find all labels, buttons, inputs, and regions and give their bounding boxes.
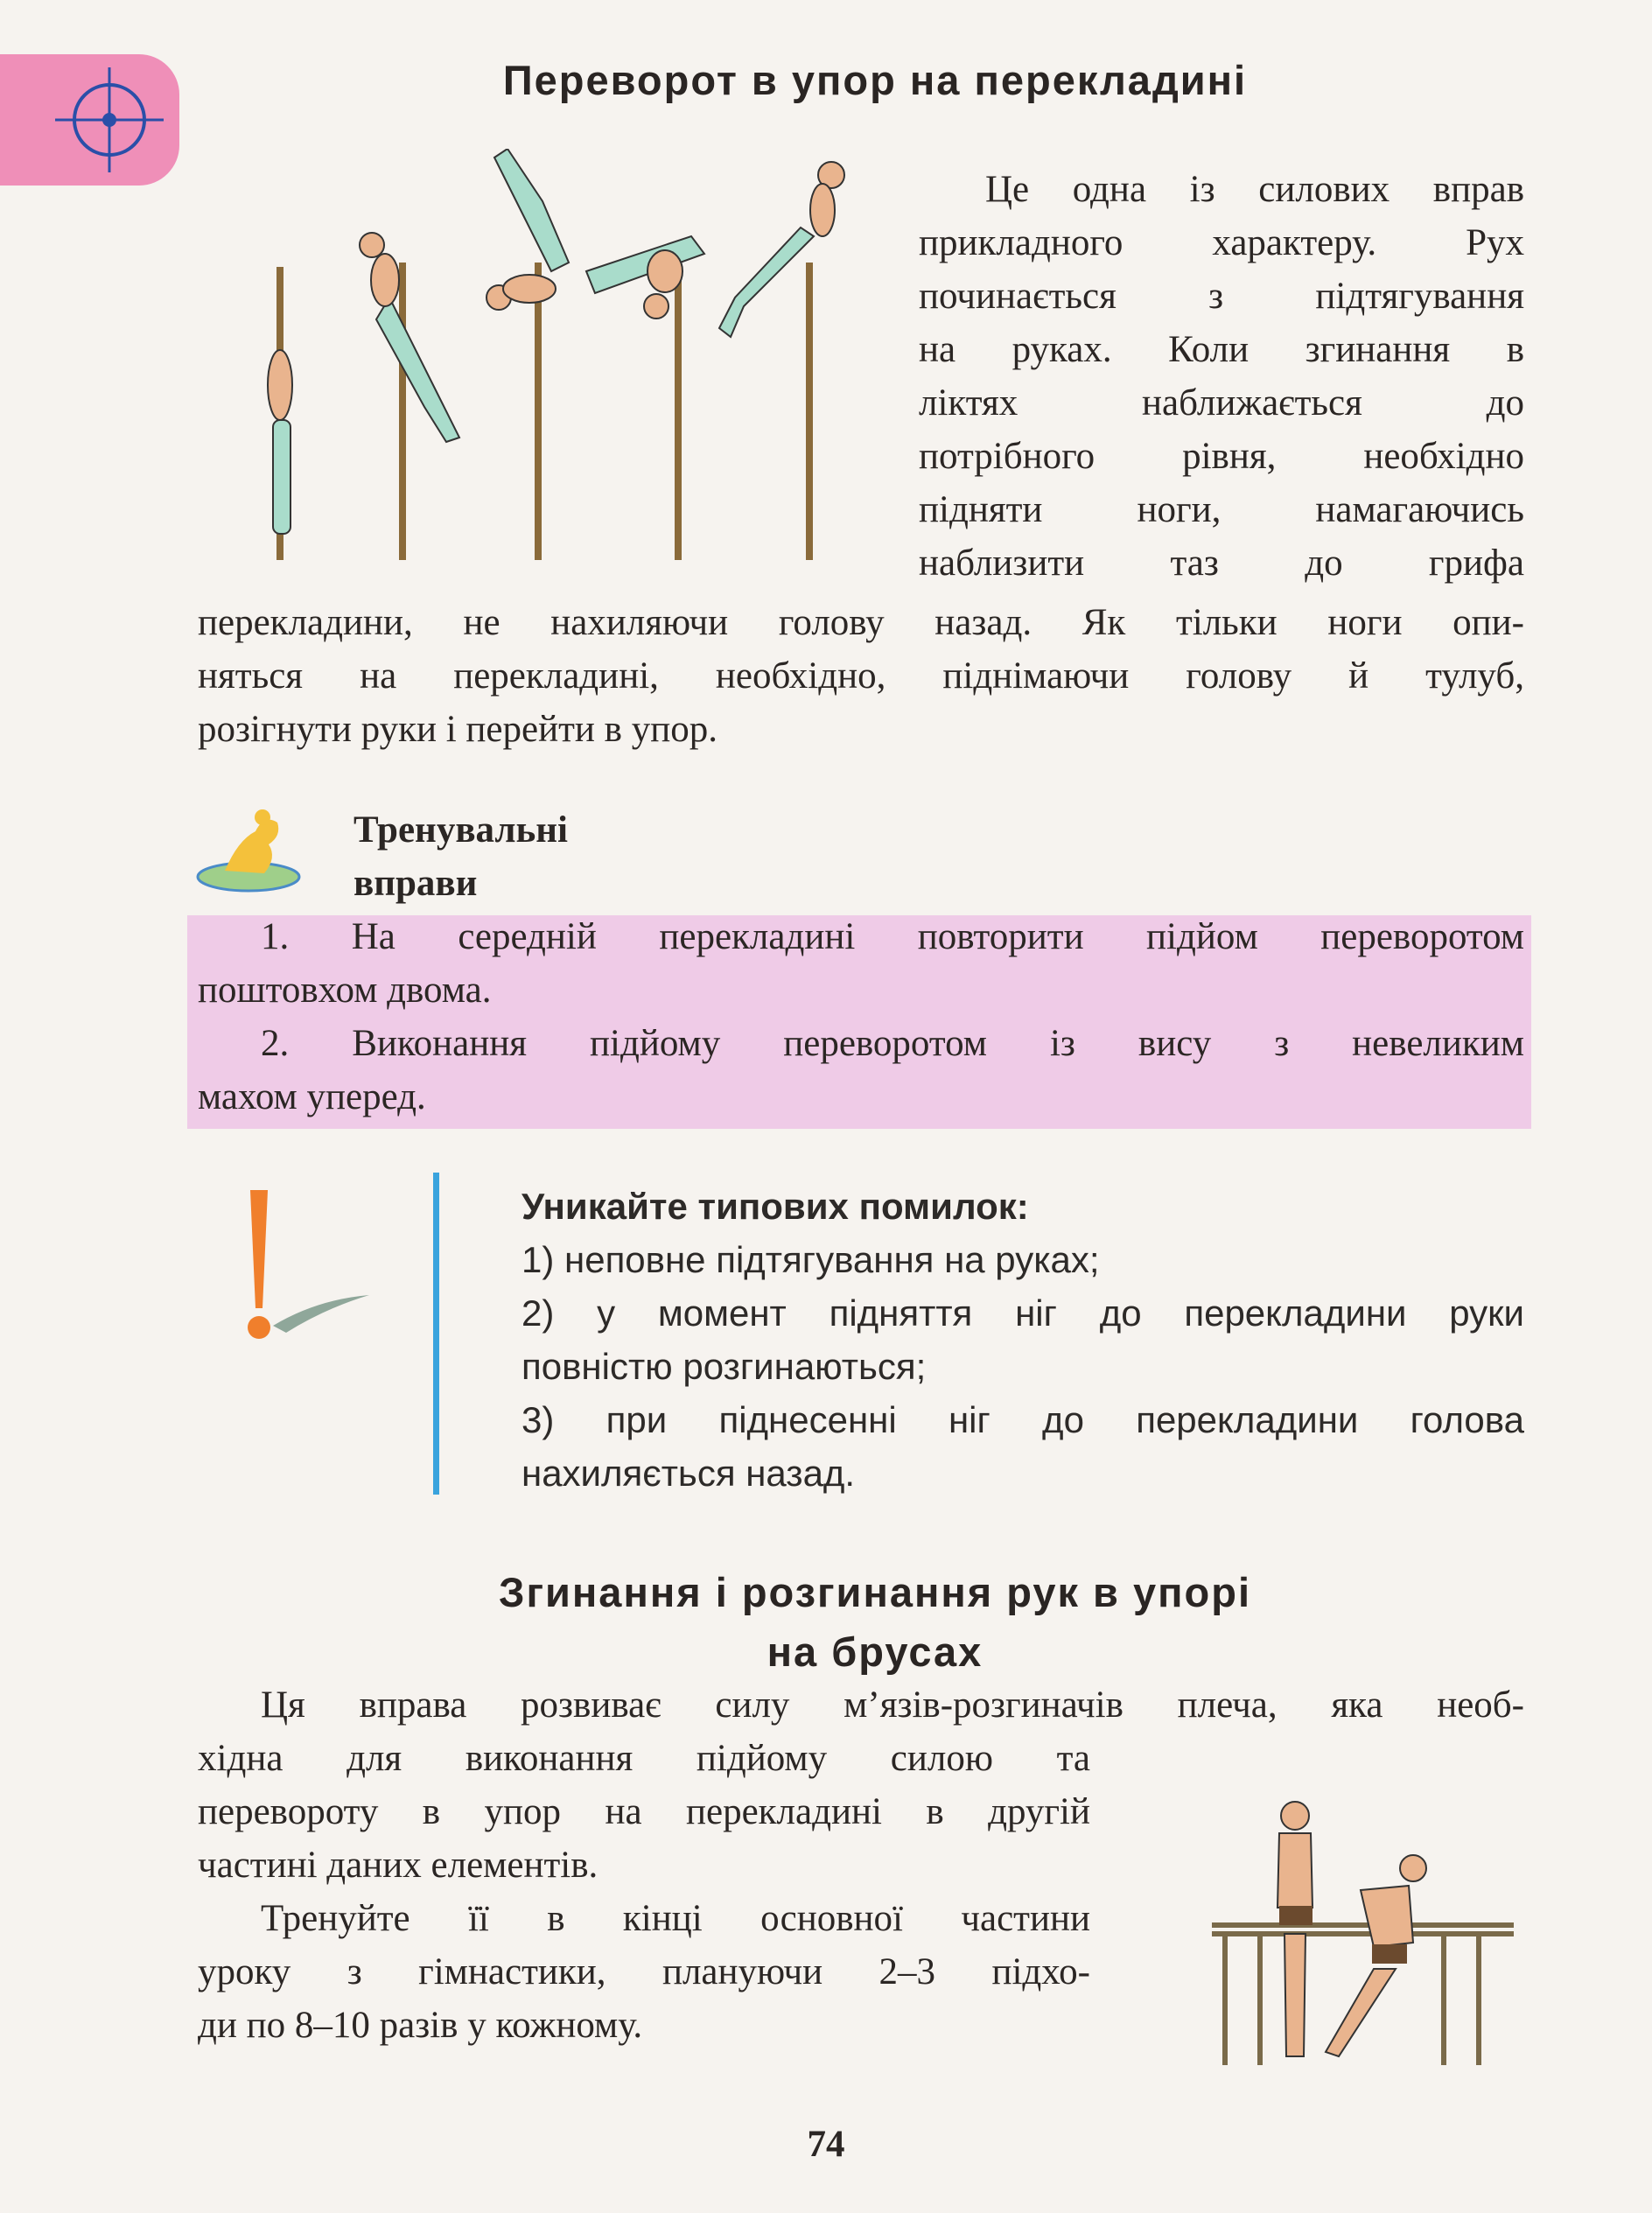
section-title-line: на брусах bbox=[766, 1628, 984, 1675]
text-line: Ця вправа розвиває силу м’язів-розгиначів плеча, яка необ- bbox=[261, 1684, 1524, 1726]
section-title bbox=[332, 1563, 1418, 1682]
training-heading bbox=[354, 803, 568, 910]
text-line: Це одна із силових вправ bbox=[985, 169, 1524, 210]
page-number: 74 bbox=[807, 2124, 845, 2165]
intro-paragraph-continued bbox=[198, 596, 1524, 756]
text-line: перекладини, не нахиляючи голову назад. Як тільки ноги опи- bbox=[198, 602, 1524, 643]
gymnast-icon bbox=[194, 805, 308, 901]
exercise-item: поштовхом двома. bbox=[198, 970, 492, 1011]
text-line: потрібного рівня, необхідно bbox=[919, 436, 1524, 477]
text-line: наблизити таз до грифа bbox=[919, 543, 1524, 584]
bars-paragraph-body bbox=[198, 1732, 1090, 2052]
mistake-item: 3) при піднесенні ніг до перекладини голова bbox=[522, 1399, 1524, 1440]
text-line: перевороту в упор на перекладині в другій bbox=[198, 1791, 1090, 1832]
exercise-item: 1. На середній перекладині повторити підйом переворотом bbox=[261, 916, 1524, 957]
text-line: розігнути руки і перейти в упор. bbox=[198, 709, 718, 750]
training-heading-line: вправи bbox=[354, 863, 478, 904]
mistake-item: 2) у момент підняття ніг до перекладини руки bbox=[522, 1292, 1524, 1334]
text-line: починається з підтягування bbox=[919, 276, 1524, 317]
target-icon bbox=[48, 63, 171, 177]
text-line: няться на перекладині, необхідно, піднімаючи голову й тулуб, bbox=[198, 655, 1524, 697]
exercise-item: 2. Виконання підйому переворотом із вису з невеликим bbox=[261, 1023, 1524, 1064]
text-line: ліктях наближається до bbox=[919, 382, 1524, 424]
common-mistakes bbox=[522, 1180, 1524, 1500]
section-title: Переворот в упор на перекладині bbox=[502, 57, 1248, 103]
text-line: хідна для виконання підйому силою та bbox=[198, 1738, 1090, 1779]
intro-paragraph bbox=[919, 163, 1524, 590]
mistakes-heading: Уникайте типових помилок: bbox=[522, 1186, 1029, 1227]
accent-bar bbox=[433, 1173, 439, 1495]
parallel-bars-illustration bbox=[1208, 1794, 1522, 2074]
bar-upstart-illustration bbox=[236, 149, 849, 569]
exclamation-icon bbox=[238, 1186, 378, 1352]
bars-paragraph bbox=[198, 1678, 1524, 1732]
text-line: прикладного характеру. Рух bbox=[919, 222, 1524, 263]
exercise-item: махом уперед. bbox=[198, 1076, 426, 1117]
text-line: на руках. Коли згинання в bbox=[919, 329, 1524, 370]
text-line: ди по 8–10 разів у кожному. bbox=[198, 2005, 643, 2046]
mistake-item: нахиляється назад. bbox=[522, 1453, 856, 1494]
training-heading-line: Тренувальні bbox=[354, 809, 569, 851]
mistake-item: повністю розгинаються; bbox=[522, 1346, 927, 1387]
text-line: Тренуйте її в кінці основної частини bbox=[261, 1898, 1090, 1939]
section-title-line: Згинання і розгинання рук в упорі bbox=[499, 1569, 1251, 1615]
training-exercises-list bbox=[198, 910, 1524, 1124]
text-line: уроку з гімнастики, плануючи 2–3 підхо- bbox=[198, 1951, 1090, 1992]
mistake-item: 1) неповне підтягування на руках; bbox=[522, 1239, 1100, 1280]
text-line: частині даних елементів. bbox=[198, 1845, 598, 1886]
text-line: підняти ноги, намагаючись bbox=[919, 489, 1524, 530]
